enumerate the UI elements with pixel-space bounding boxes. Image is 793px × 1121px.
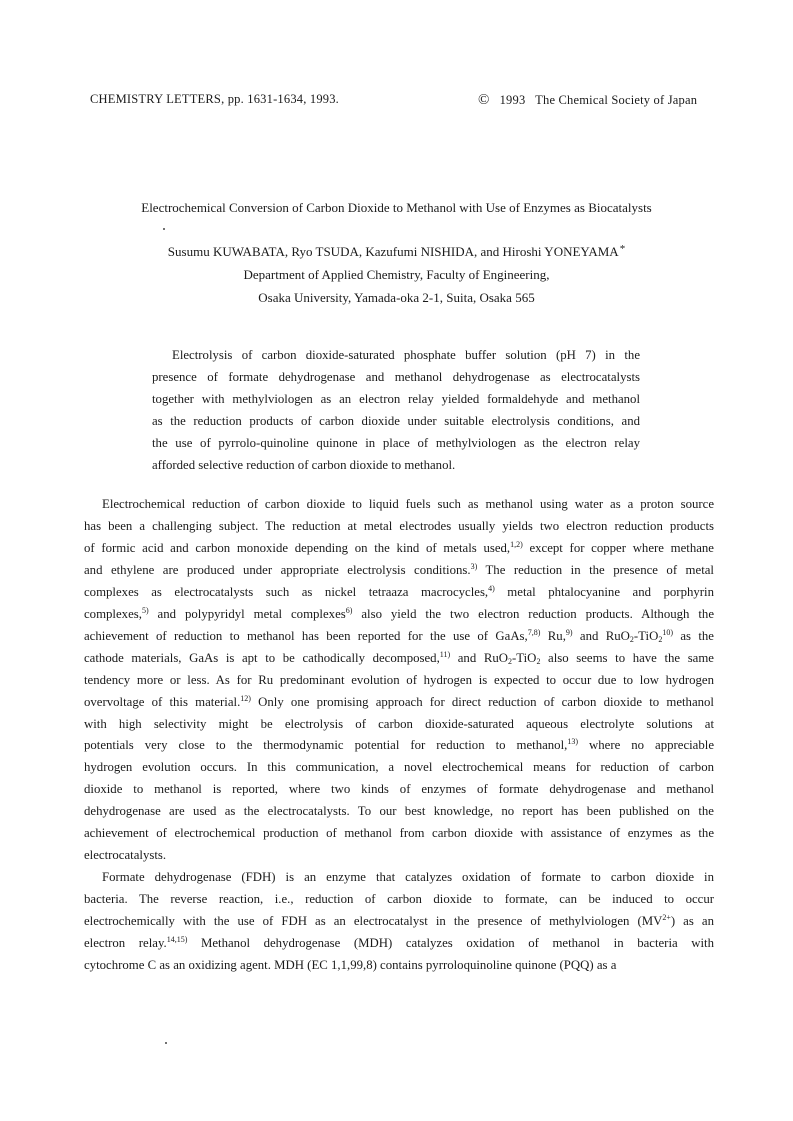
copyright-symbol: ©: [478, 92, 490, 108]
author-list: Susumu KUWABATA, Ryo TSUDA, Kazufumi NISHIDA, and Hiroshi YONEYAMA*: [167, 243, 626, 259]
abstract-line: the use of pyrrolo-quinoline quinone in place of methylviologen as the electron relay: [152, 436, 640, 450]
body-line: achievement of electrochemical production of methanol from carbon dioxide with assistance of enzymes as the: [84, 826, 714, 841]
citation-ref: 11): [439, 649, 451, 659]
copyright-line: [478, 92, 697, 109]
body-line: Electrochemical reduction of carbon dioxide to liquid fuels such as methanol using water as a proton source: [102, 497, 714, 511]
body-line: dioxide to methanol is reported, where two kinds of enzymes of formate dehydrogenase and methanol: [84, 782, 714, 797]
body-line: potentials very close to the thermodynamic potential for reduction to methanol,$^{13)}$ where no appreciable: [84, 737, 714, 753]
body-line: hydrogen evolution occurs. In this communication, a novel electrochemical means for reduction of carbon: [84, 760, 714, 775]
subscript: 2: [658, 634, 663, 644]
abstract-line: presence of formate dehydrogenase and methanol dehydrogenase as electrocatalysts: [152, 370, 640, 384]
citation-ref: 7,8): [527, 627, 541, 637]
superscript-charge: 2+: [662, 913, 671, 923]
body-line: complexes as electrocatalysts such as nickel tetraaza macrocycles,$^{4)}$ metal phtalocyanine and porphyrin: [84, 583, 714, 599]
body-line: tendency more or less. As for Ru predominant evolution of hydrogen is expected to occur due to low hydrogen: [84, 672, 714, 687]
body-line: electrochemically with the use of FDH as an electrocatalyst in the presence of methylviologen $(MV^{2+})$ as an: [84, 913, 714, 929]
publisher-name: The Chemical Society of Japan: [535, 93, 698, 107]
author-block: [0, 238, 793, 309]
abstract-line: Electrolysis of carbon dioxide-saturated phosphate buffer solution (pH 7) in the: [172, 348, 640, 362]
body-line: cytochrome C as an oxidizing agent. MDH (EC 1,1,99,8) contains pyrroloquinoline quinone (PQQ) as a: [84, 958, 617, 973]
citation-ref: 4): [488, 583, 495, 593]
body-line: dehydrogenase are used as the electrocatalysts. To our best knowledge, no report has been published on the: [84, 804, 714, 819]
body-line: bacteria. The reverse reaction, i.e., reduction of carbon dioxide to formate, can be induced to occur: [84, 892, 714, 907]
citation-ref: 6): [345, 605, 353, 615]
citation-ref: 5): [141, 605, 149, 615]
body-line: complexes,$^{5)}$ and polypyridyl metal complexes$^{6)}$ also yield the two electron reduction products. Although the: [84, 605, 715, 621]
abstract: [152, 344, 640, 476]
scan-speck: [165, 1042, 167, 1044]
body-line: cathode materials, GaAs is apt to be cathodically decomposed,$^{11)}$ and RuO$_2$-TiO$_2$ also seems to have the same: [84, 649, 714, 666]
citation-ref: 10): [662, 627, 674, 637]
affiliation-line-2: Osaka University, Yamada-oka 2-1, Suita, Osaka 565: [258, 290, 535, 305]
citation-ref: 12): [240, 693, 251, 703]
body-line: with high selectivity might be electrolysis of carbon dioxide-saturated aqueous electrolyte solutions at: [84, 716, 714, 731]
body-line: and ethylene are produced under appropriate electrolysis conditions.$^{3)}$ The reduction in the presence of metal: [84, 561, 714, 577]
subscript: 2: [536, 656, 541, 666]
body-line: electron relay.$^{14,15)}$ Methanol dehydrogenase (MDH) catalyzes oxidation of methanol in bacteria with: [84, 935, 714, 951]
body-line: overvoltage of this material.$^{12)}$ Only one promising approach for direct reduction of carbon dioxide to methanol: [84, 693, 714, 709]
journal-citation: CHEMISTRY LETTERS, pp. 1631-1634, 1993.: [90, 92, 340, 106]
scan-speck: [163, 228, 165, 230]
abstract-line: afforded selective reduction of carbon dioxide to methanol.: [152, 458, 456, 472]
copyright-year: 1993: [499, 93, 526, 107]
body-line: of formic acid and carbon monoxide depending on the kind of metals used,$^{1,2)}$ except for copper where methane: [84, 539, 714, 555]
body-line: has been a challenging subject. The reduction at metal electrodes usually yields two electron reduction products: [84, 518, 714, 533]
body-line: achievement of reduction to methanol has been reported for the use of GaAs,$^{7,8)}$ Ru,$^{9)}$ and RuO$_2$-TiO$_2^{10)}$ as the: [84, 627, 714, 644]
affiliation-line-1: Department of Applied Chemistry, Faculty of Engineering,: [243, 267, 550, 282]
corresponding-author-mark: *: [619, 243, 626, 255]
body-line: electrocatalysts.: [84, 848, 167, 863]
citation-ref: 3): [470, 561, 478, 571]
citation-ref: 9): [565, 627, 573, 637]
subscript: 2: [508, 656, 512, 666]
citation-ref: 13): [567, 737, 579, 747]
article-title: Electrochemical Conversion of Carbon Dioxide to Methanol with Use of Enzymes as Biocatalysts: [141, 200, 652, 215]
abstract-line: as the reduction products of carbon dioxide under suitable electrolysis conditions, and: [152, 414, 640, 428]
subscript: 2: [629, 634, 634, 644]
citation-ref: 14,15): [166, 935, 188, 945]
body-text: [84, 494, 714, 977]
abstract-line: together with methylviologen as an electron relay yielded formaldehyde and methanol: [152, 392, 640, 406]
body-line: Formate dehydrogenase (FDH) is an enzyme that catalyzes oxidation of formate to carbon dioxide in: [102, 870, 714, 885]
citation-ref: 1,2): [510, 539, 523, 549]
